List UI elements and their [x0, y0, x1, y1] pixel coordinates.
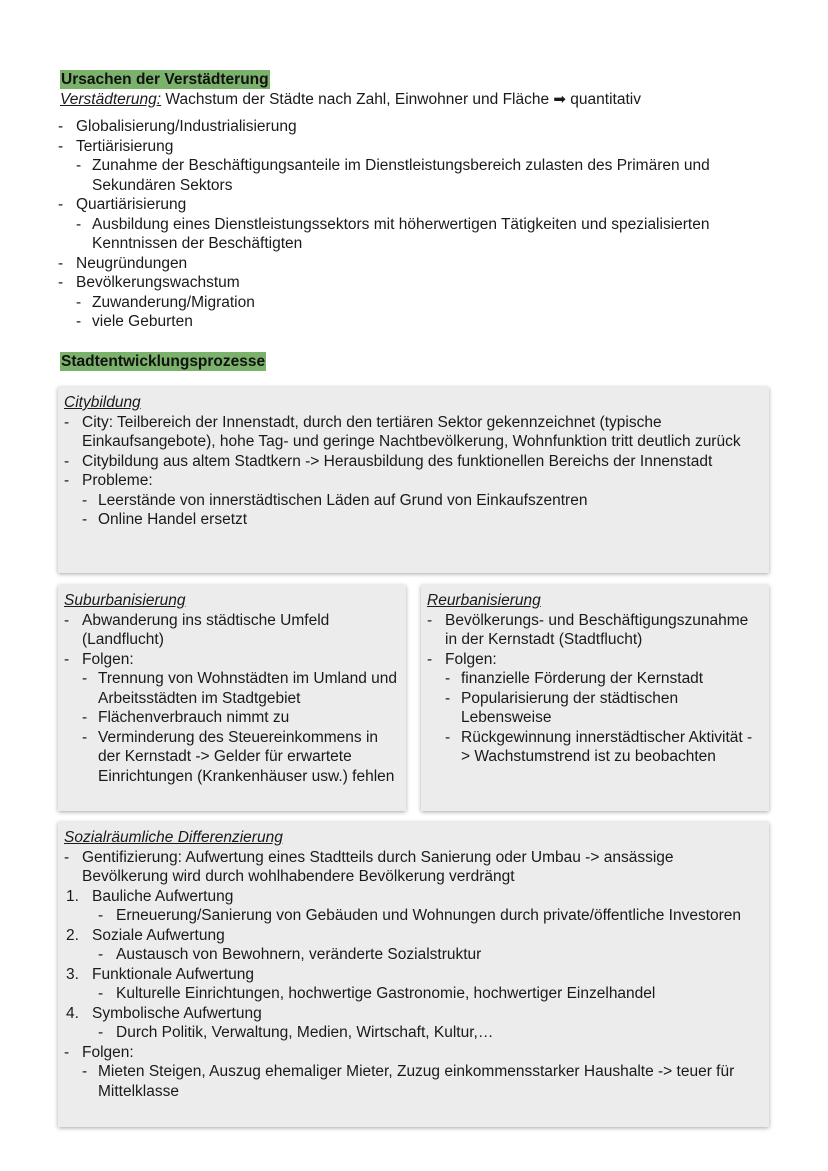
definition-term: Verstädterung:	[60, 91, 162, 108]
list-item: - Zunahme der Beschäftigungsanteile im Dienstleistungsbereich zulasten des Primären und Sekundären Sektors	[76, 156, 778, 195]
list-item: - Citybildung aus altem Stadtkern -> Herausbildung des funktionellen Bereichs der Innenstadt	[64, 452, 761, 472]
reurbanisierung-box	[421, 585, 769, 811]
sub-list	[98, 945, 761, 965]
sub-list	[82, 669, 398, 786]
numbered-item: 4. Symbolische Aufwertung - Durch Politik, Verwaltung, Medien, Wirtschaft, Kultur,…	[64, 1004, 761, 1043]
numbered-item: 1. Bauliche Aufwertung - Erneuerung/Sanierung von Gebäuden und Wohnungen durch private/öffentliche Investoren	[64, 887, 761, 926]
numbered-list	[64, 887, 761, 1043]
sub-list	[82, 491, 761, 530]
list-item: - Zuwanderung/Migration	[76, 293, 778, 313]
causes-list	[58, 117, 778, 332]
list-item: - Online Handel ersetzt	[82, 510, 761, 530]
sozial-folgen-list	[64, 1043, 761, 1102]
list-item: - Abwanderung ins städtische Umfeld (Landflucht)	[64, 611, 398, 650]
list-item: - viele Geburten	[76, 312, 778, 332]
section-heading-processes: Stadtentwicklungsprozesse	[61, 353, 266, 370]
section-heading-causes: Ursachen der Verstädterung	[61, 71, 269, 88]
list-item: - Folgen: - Mieten Steigen, Auszug ehemaliger Mieter, Zuzug einkommensstarker Haushalte -> teuer für Mittelklasse	[64, 1043, 761, 1102]
definition-after: quantitativ	[566, 91, 641, 108]
list-item: - Quartiärisierung - Ausbildung eines Dienstleistungssektors mit höherwertigen Tätigkeiten und spezialisierten Kenntnissen der Beschäftigten	[58, 195, 778, 254]
sub-list	[445, 669, 761, 767]
list-item: - finanzielle Förderung der Kernstadt	[445, 669, 761, 689]
definition-text: Wachstum der Städte nach Zahl, Einwohner und Fläche	[161, 91, 554, 108]
sub-list	[76, 215, 778, 254]
right-arrow-icon: ➡	[553, 91, 566, 108]
list-item: - Neugründungen	[58, 254, 778, 274]
box-title: Sozialräumliche Differenzierung	[64, 829, 283, 846]
list-item: - Verminderung des Steuereinkommens in der Kernstadt -> Gelder für erwartete Einrichtungen (Krankenhäuser usw.) fehlen	[82, 728, 398, 787]
list-item: - Trennung von Wohnstädten im Umland und Arbeitsstädten im Stadtgebiet	[82, 669, 398, 708]
citybildung-box	[58, 387, 769, 573]
box-title: Suburbanisierung	[64, 592, 186, 609]
list-item: - Probleme: - Leerstände von innerstädtischen Läden auf Grund von Einkaufszentren - Online Handel ersetzt	[64, 471, 761, 530]
list-item: - City: Teilbereich der Innenstadt, durch den tertiären Sektor gekennzeichnet (typische Einkaufsangebote), hohe Tag- und geringe Nachtbevölkerung, Wohnfunktion tritt deutlich zurück	[64, 413, 761, 452]
list-item: - Durch Politik, Verwaltung, Medien, Wirtschaft, Kultur,…	[98, 1023, 761, 1043]
list-item: - Mieten Steigen, Auszug ehemaliger Mieter, Zuzug einkommensstarker Haushalte -> teuer für Mittelklasse	[82, 1062, 761, 1101]
list-item: - Erneuerung/Sanierung von Gebäuden und Wohnungen durch private/öffentliche Investoren	[98, 906, 761, 926]
list-item: - Austausch von Bewohnern, veränderte Sozialstruktur	[98, 945, 761, 965]
list-item: - Globalisierung/Industrialisierung	[58, 117, 778, 137]
list-item: - Gentifizierung: Aufwertung eines Stadtteils durch Sanierung oder Umbau -> ansässige Bevölkerung wird durch wohlhabendere Bevölkerung verdrängt	[64, 848, 761, 887]
sub-list	[98, 1023, 761, 1043]
sozial-intro-list	[64, 848, 761, 887]
list-item: - Leerstände von innerstädtischen Läden auf Grund von Einkaufszentren	[82, 491, 761, 511]
box-title: Citybildung	[64, 394, 141, 411]
suburbanisierung-list	[64, 611, 398, 787]
sub-list	[82, 1062, 761, 1101]
numbered-item: 3. Funktionale Aufwertung - Kulturelle Einrichtungen, hochwertige Gastronomie, hochwertiger Einzelhandel	[64, 965, 761, 1004]
list-item: - Folgen: - Trennung von Wohnstädten im Umland und Arbeitsstädten im Stadtgebiet - Flächenverbrauch nimmt zu - Verminderung des Steuereinkommens in der Kernstadt -> Gelder für erwartete Einrichtungen (Krankenhäuser usw.) fehlen	[64, 650, 398, 787]
definition-line	[60, 90, 641, 110]
list-item: - Popularisierung der städtischen Lebensweise	[445, 689, 761, 728]
sub-list	[98, 984, 761, 1004]
list-item: - Bevölkerungs- und Beschäftigungszunahme in der Kernstadt (Stadtflucht)	[427, 611, 761, 650]
sozial-box	[58, 822, 769, 1127]
sub-list	[76, 293, 778, 332]
sub-list	[98, 906, 761, 926]
list-item: - Flächenverbrauch nimmt zu	[82, 708, 398, 728]
suburbanisierung-box	[58, 585, 406, 811]
list-item: - Rückgewinnung innerstädtischer Aktivität -> Wachstumstrend ist zu beobachten	[445, 728, 761, 767]
sub-list	[76, 156, 778, 195]
list-item: - Ausbildung eines Dienstleistungssektors mit höherwertigen Tätigkeiten und spezialisierten Kenntnissen der Beschäftigten	[76, 215, 778, 254]
reurbanisierung-list	[427, 611, 761, 767]
list-item: - Bevölkerungswachstum - Zuwanderung/Migration - viele Geburten	[58, 273, 778, 332]
citybildung-list	[64, 413, 761, 530]
list-item: - Kulturelle Einrichtungen, hochwertige Gastronomie, hochwertiger Einzelhandel	[98, 984, 761, 1004]
box-title: Reurbanisierung	[427, 592, 541, 609]
list-item: - Tertiärisierung - Zunahme der Beschäftigungsanteile im Dienstleistungsbereich zulasten des Primären und Sekundären Sektors	[58, 137, 778, 196]
list-item: - Folgen: - finanzielle Förderung der Kernstadt - Popularisierung der städtischen Lebensweise - Rückgewinnung innerstädtischer Aktivität -> Wachstumstrend ist zu beobachten	[427, 650, 761, 767]
numbered-item: 2. Soziale Aufwertung - Austausch von Bewohnern, veränderte Sozialstruktur	[64, 926, 761, 965]
